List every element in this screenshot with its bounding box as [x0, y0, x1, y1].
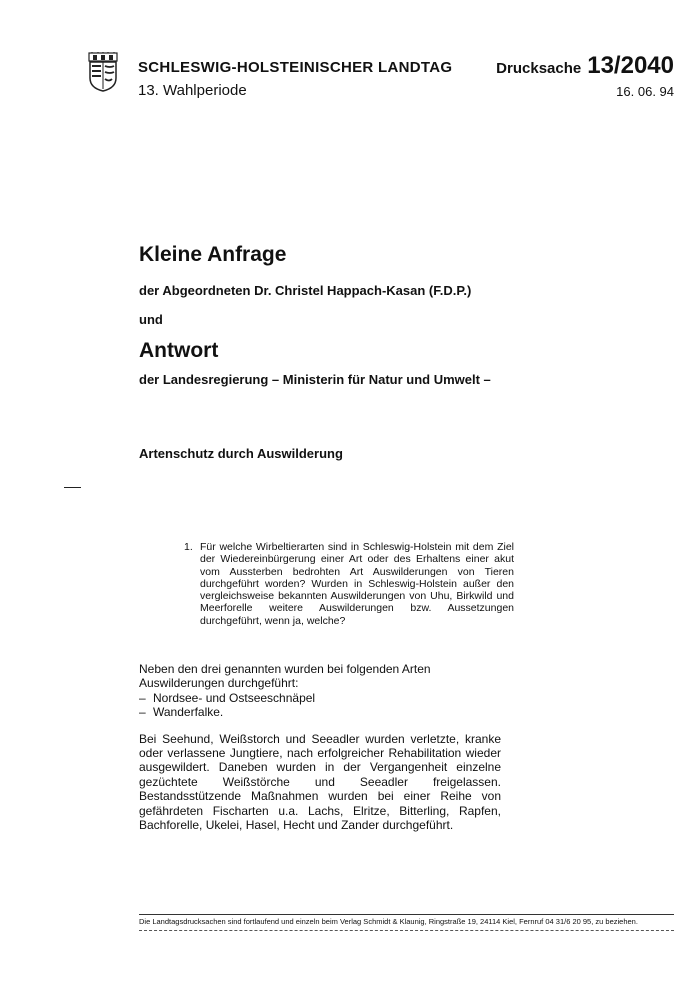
author-line: der Abgeordneten Dr. Christel Happach-Kasan (F.D.P.) [139, 283, 472, 298]
parliament-name: SCHLESWIG-HOLSTEINISCHER LANDTAG [138, 59, 453, 76]
document-label: Drucksache [496, 60, 582, 77]
answer-intro: Neben den drei genannten wurden bei folgenden Arten Auswilderungen durchgeführt: [139, 662, 431, 691]
respondent-line: der Landesregierung – Ministerin für Natur und Umwelt – [139, 372, 491, 387]
title-antwort: Antwort [139, 339, 219, 362]
footer-note: Die Landtagsdrucksachen sind fortlaufend und einzeln beim Verlag Schmidt & Klaunig, Ringstraße 19, 24114 Kiel, Fernruf 04 31/6 20 95, zu beziehen. [139, 917, 638, 926]
conjunction: und [139, 312, 163, 327]
coat-of-arms-icon [88, 52, 118, 92]
question-block [184, 541, 514, 627]
margin-mark [64, 487, 81, 488]
legislative-period: 13. Wahlperiode [138, 82, 247, 99]
title-kleine-anfrage: Kleine Anfrage [139, 243, 287, 266]
document-reference [496, 52, 674, 80]
answer-paragraph: Bei Seehund, Weißstorch und Seeadler wurden verletzte, kranke oder verlassene Jungtiere, nach erfolgreicher Rehabilitation wieder ausgewildert. Daneben wurden in der Vergangenheit einzelne gezüchtete Weißstörche und Seeadler freigelassen. Bestandsstützende Maßnahmen wurden bei einer Reihe von gefährdeten Fischarten u.a. Lachs, Elritze, Bitterling, Rapfen, Bachforelle, Ukelei, Hasel, Hecht und Zander durchgeführt. [139, 731, 501, 833]
species-list [139, 691, 501, 720]
topic-heading: Artenschutz durch Auswilderung [139, 446, 343, 461]
footer-rule-top [139, 914, 674, 915]
question-text: Für welche Wirbeltierarten sind in Schleswig-Holstein mit dem Ziel der Wiedereinbürgerung einer Art oder des Erhaltens einer akut vom Aussterben bedrohten Art Auswilderungen von Tieren durchgeführt worden? Wurden in Schleswig-Holstein außer den vergleichsweise bekannten Auswilderungen von Uhu, Birkwild und Meerforelle weitere Auswilderungen bzw. Aussetzungen durchgeführt, wenn ja, welche? [200, 541, 514, 627]
list-item: – Wanderfalke. [139, 705, 501, 719]
footer-rule-bottom [139, 930, 674, 931]
answer-block [139, 662, 501, 832]
list-item: – Nordsee- und Ostseeschnäpel [139, 691, 501, 705]
document-date: 16. 06. 94 [616, 84, 674, 99]
question-number: 1. [184, 541, 193, 553]
document-number: 13/2040 [587, 52, 674, 79]
